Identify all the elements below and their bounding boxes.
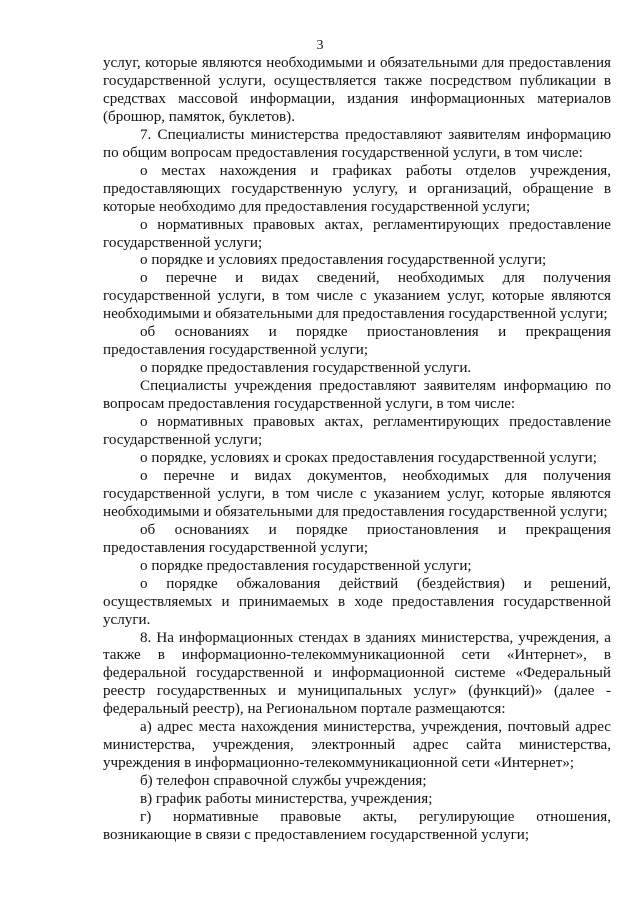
paragraph-11: о порядке, условиях и сроках предоставления государственной услуги; bbox=[140, 449, 597, 466]
paragraph-18: б) телефон справочной службы учреждения; bbox=[140, 773, 427, 790]
paragraph-9: Специалисты учреждения предоставляют заявителям информацию по вопросам предоставления государственной услуги, в том числе: bbox=[103, 378, 611, 413]
paragraph-1: услуг, которые являются необходимыми и обязательными для предоставления государственной услуги, осуществляется также посредством публикации в средствах массовой информации, издания информационных материалов (брошюр, памяток, буклетов). bbox=[103, 55, 611, 125]
paragraph-10: о нормативных правовых актах, регламентирующих предоставление государственной услуги; bbox=[103, 414, 611, 449]
paragraph-17: а) адрес места нахождения министерства, учреждения, почтовый адрес министерства, учреждения, электронный адрес сайта министерства, учреждения в информационно-телекоммуникационной сети «Интернет»; bbox=[103, 719, 611, 772]
paragraph-16: 8. На информационных стендах в зданиях министерства, учреждения, а также в информационно-телекоммуникационной сети «Интернет», в федеральной государственной и информационной системе «Федеральный реестр государственных и муниципальных услуг» (функций)» (далее - федеральный реестр), на Региональном портале размещаются: bbox=[103, 629, 611, 718]
paragraph-20: г) нормативные правовые акты, регулирующие отношения, возникающие в связи с предоставлением государственной услуги; bbox=[103, 809, 611, 843]
paragraph-14: о порядке предоставления государственной услуги; bbox=[140, 557, 472, 574]
paragraph-2: 7. Специалисты министерства предоставляют заявителям информацию по общим вопросам предоставления государственной услуги, в том числе: bbox=[103, 126, 611, 161]
paragraph-12: о перечне и видах документов, необходимых для получения государственной услуги, в том числе с указанием услуг, которые являются необходимыми и обязательными для предоставления государственной услуги; bbox=[103, 467, 611, 520]
paragraph-6: о перечне и видах сведений, необходимых для получения государственной услуги, в том числе с указанием услуг, которые являются необходимыми и обязательными для предоставления государственной услуги; bbox=[103, 270, 611, 323]
paragraph-13: об основаниях и порядке приостановления и прекращения предоставления государственной услуги; bbox=[103, 521, 611, 556]
paragraph-5: о порядке и условиях предоставления государственной услуги; bbox=[140, 252, 547, 269]
document-body bbox=[103, 55, 611, 845]
paragraph-3: о местах нахождения и графиках работы отделов учреждения, предоставляющих государственную услугу, и организаций, обращение в которые необходимо для предоставления государственной услуги; bbox=[103, 162, 611, 215]
paragraph-19: в) график работы министерства, учреждения; bbox=[140, 791, 433, 808]
paragraph-8: о порядке предоставления государственной услуги. bbox=[140, 360, 472, 377]
paragraph-4: о нормативных правовых актах, регламентирующих предоставление государственной услуги; bbox=[103, 216, 611, 251]
page-number: 3 bbox=[316, 38, 324, 53]
paragraph-7: об основаниях и порядке приостановления и прекращения предоставления государственной услуги; bbox=[103, 324, 611, 359]
paragraph-15: о порядке обжалования действий (бездействия) и решений, осуществляемых и принимаемых в ходе предоставления государственной услуги. bbox=[103, 575, 611, 628]
